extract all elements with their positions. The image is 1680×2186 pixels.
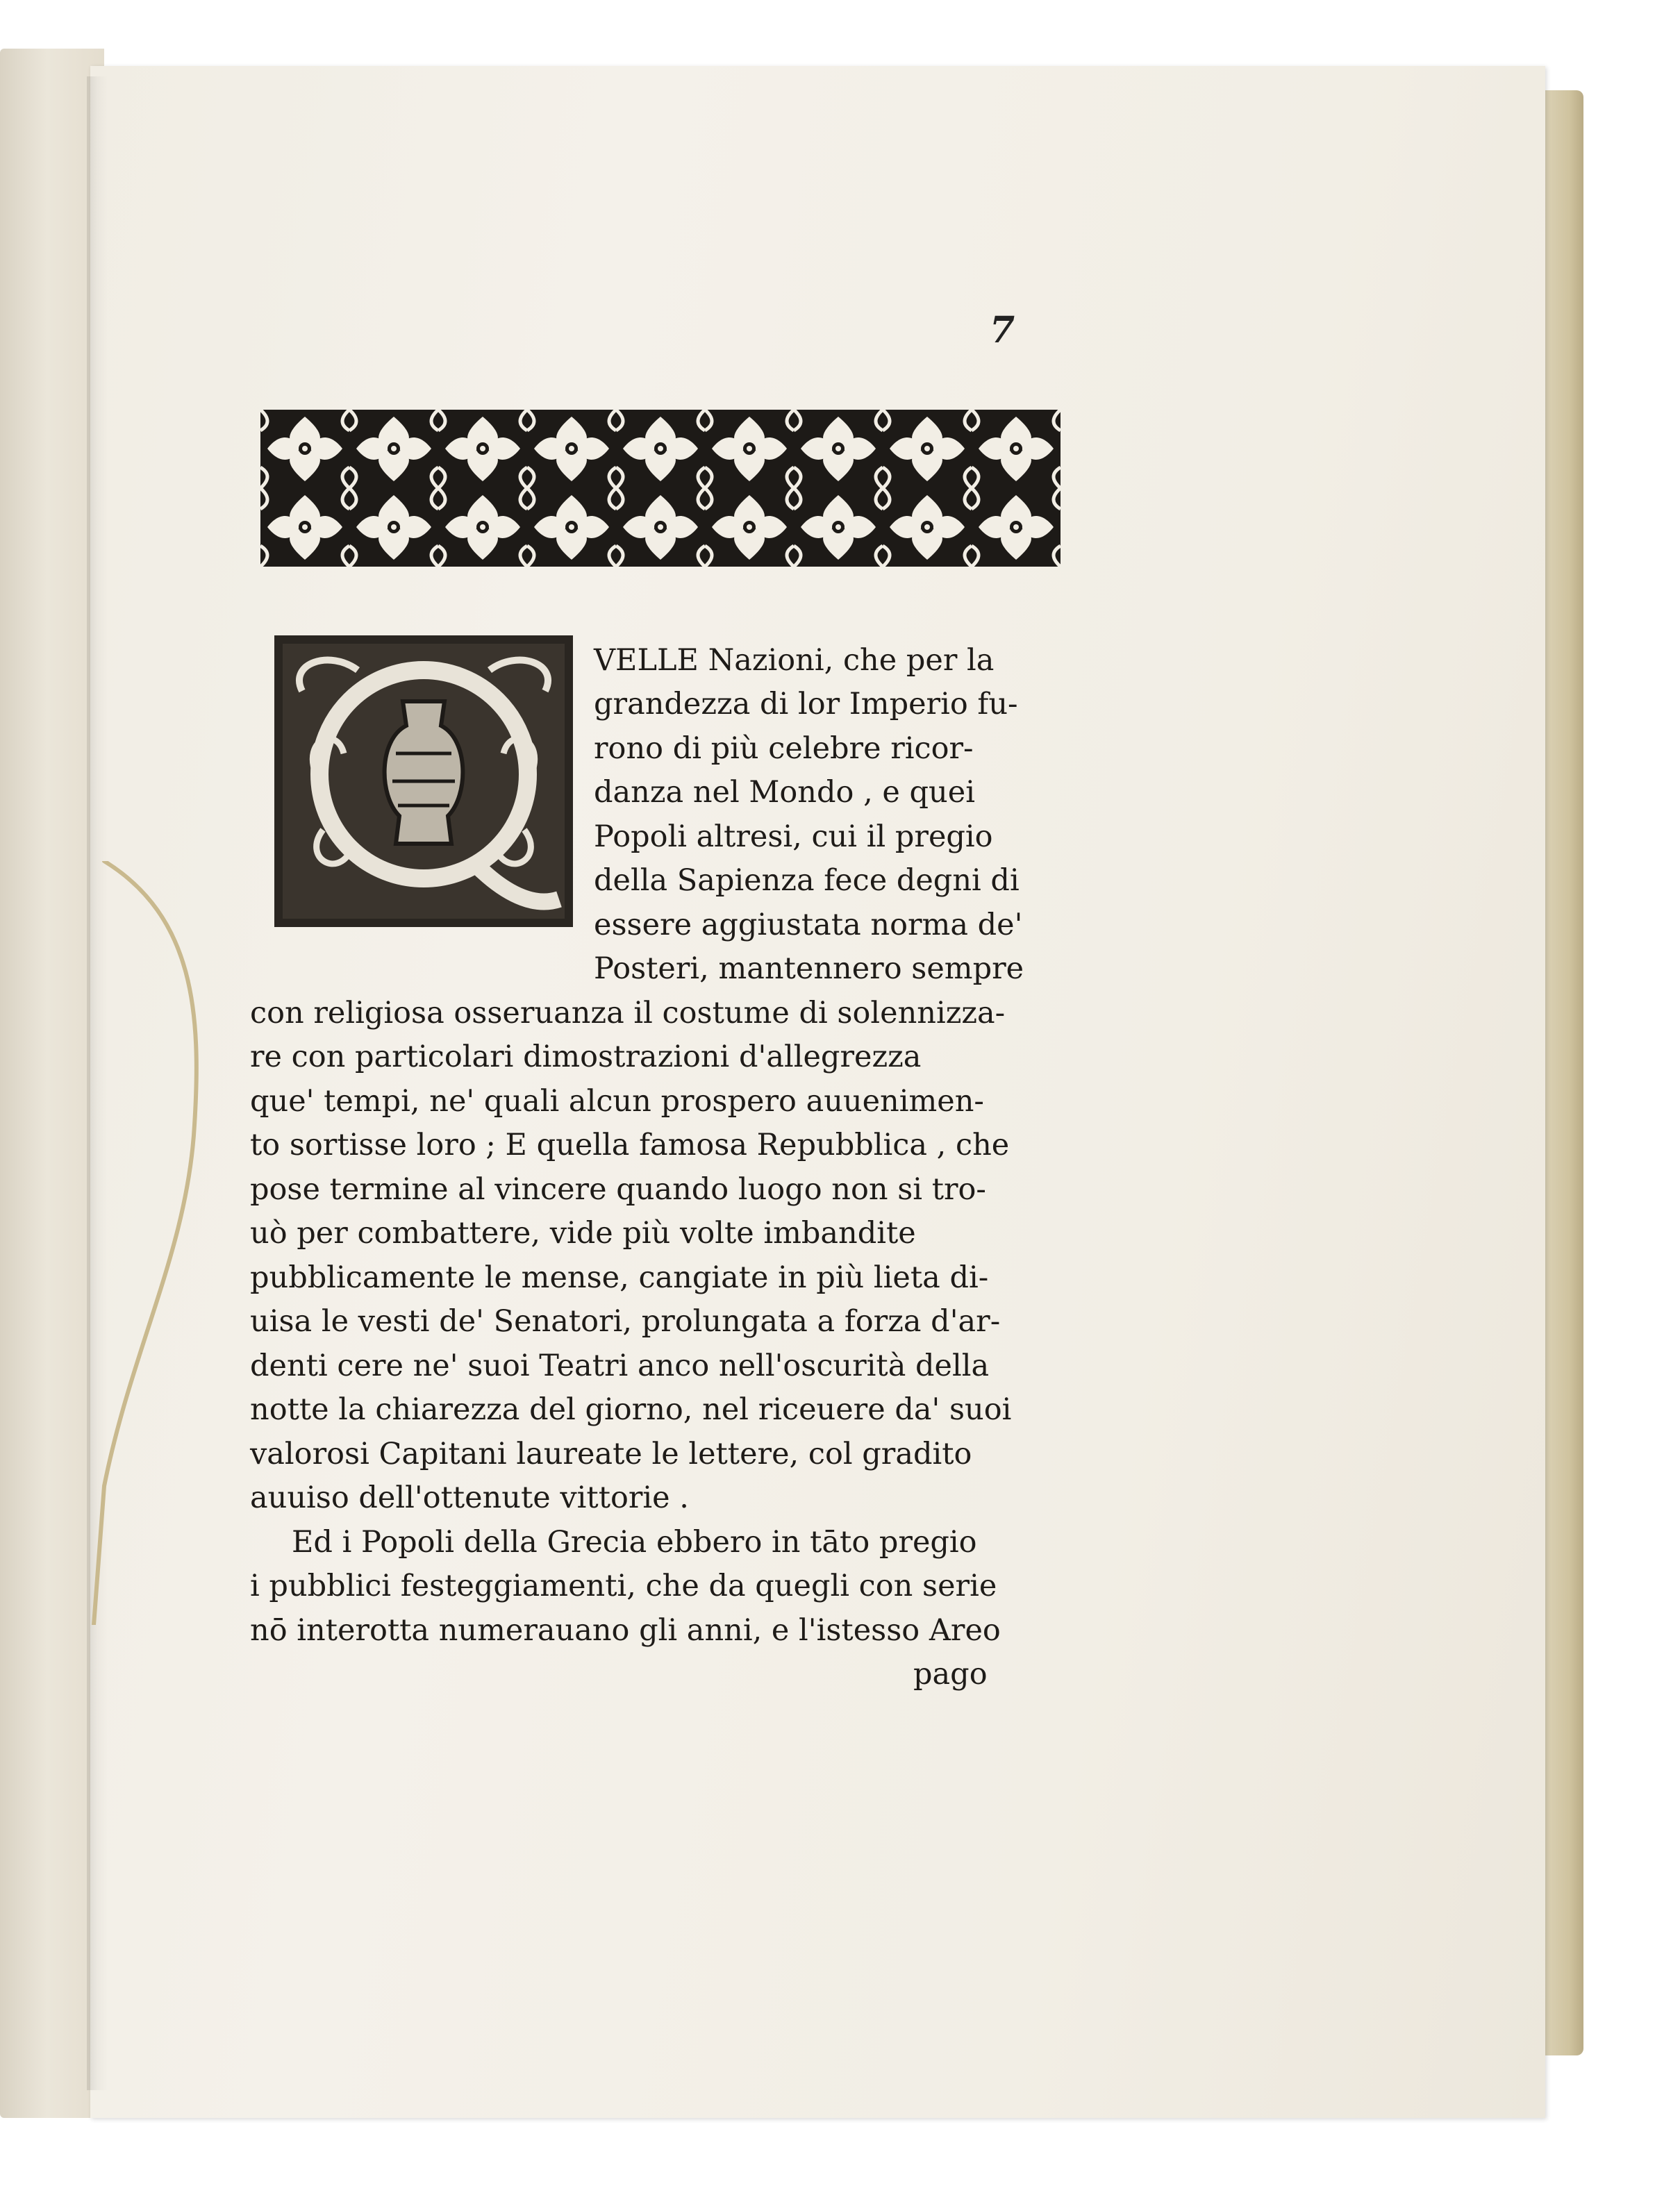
decorated-initial-q <box>274 635 573 927</box>
catchword: pago <box>913 1657 988 1692</box>
text-line: denti cere ne' suoi Teatri anco nell'oscurità della <box>250 1349 990 1383</box>
text-line: Popoli altresi, cui il pregio <box>594 819 993 854</box>
text-line: con religiosa osseruanza il costume di solennizza- <box>250 996 1006 1031</box>
text-line: VELLE Nazioni, che per la <box>594 643 995 678</box>
text-line: pose termine al vincere quando luogo non si tro- <box>250 1172 986 1207</box>
text-line: re con particolari dimostrazioni d'allegrezza <box>250 1040 922 1074</box>
text-line: uò per combattere, vide più volte imbandite <box>250 1216 916 1251</box>
text-line: valorosi Capitani laureate le lettere, col gradito <box>250 1437 972 1471</box>
text-line: notte la chiarezza del giorno, nel riceuere da' suoi <box>250 1392 1012 1427</box>
text-line: nō interotta numerauano gli anni, e l'istesso Areo <box>250 1613 1001 1648</box>
text-line: que' tempi, ne' quali alcun prospero auuenimen- <box>250 1084 984 1119</box>
text-line: danza nel Mondo , e quei <box>594 775 975 810</box>
text-line: pubblicamente le mense, cangiate in più lieta di- <box>250 1260 989 1295</box>
text-line: uisa le vesti de' Senatori, prolungata a forza d'ar- <box>250 1304 1001 1339</box>
text-line: i pubblici festeggiamenti, che da quegli con serie <box>250 1569 997 1603</box>
text-line: della Sapienza fece degni di <box>594 863 1020 898</box>
text-line: grandezza di lor Imperio fu- <box>594 687 1018 721</box>
page-number: 7 <box>990 309 1015 351</box>
text-line: Ed i Popoli della Grecia ebbero in tāto pregio <box>292 1525 977 1560</box>
text-line: to sortisse loro ; E quella famosa Repubblica , che <box>250 1128 1010 1162</box>
binding-thread <box>90 861 201 1625</box>
text-line: auuiso dell'ottenute vittorie . <box>250 1480 689 1515</box>
text-line: Posteri, mantennero sempre <box>594 951 1024 986</box>
text-line: rono di più celebre ricor- <box>594 731 974 766</box>
ornamental-headpiece <box>260 410 1061 567</box>
text-line: essere aggiustata norma de' <box>594 908 1023 942</box>
